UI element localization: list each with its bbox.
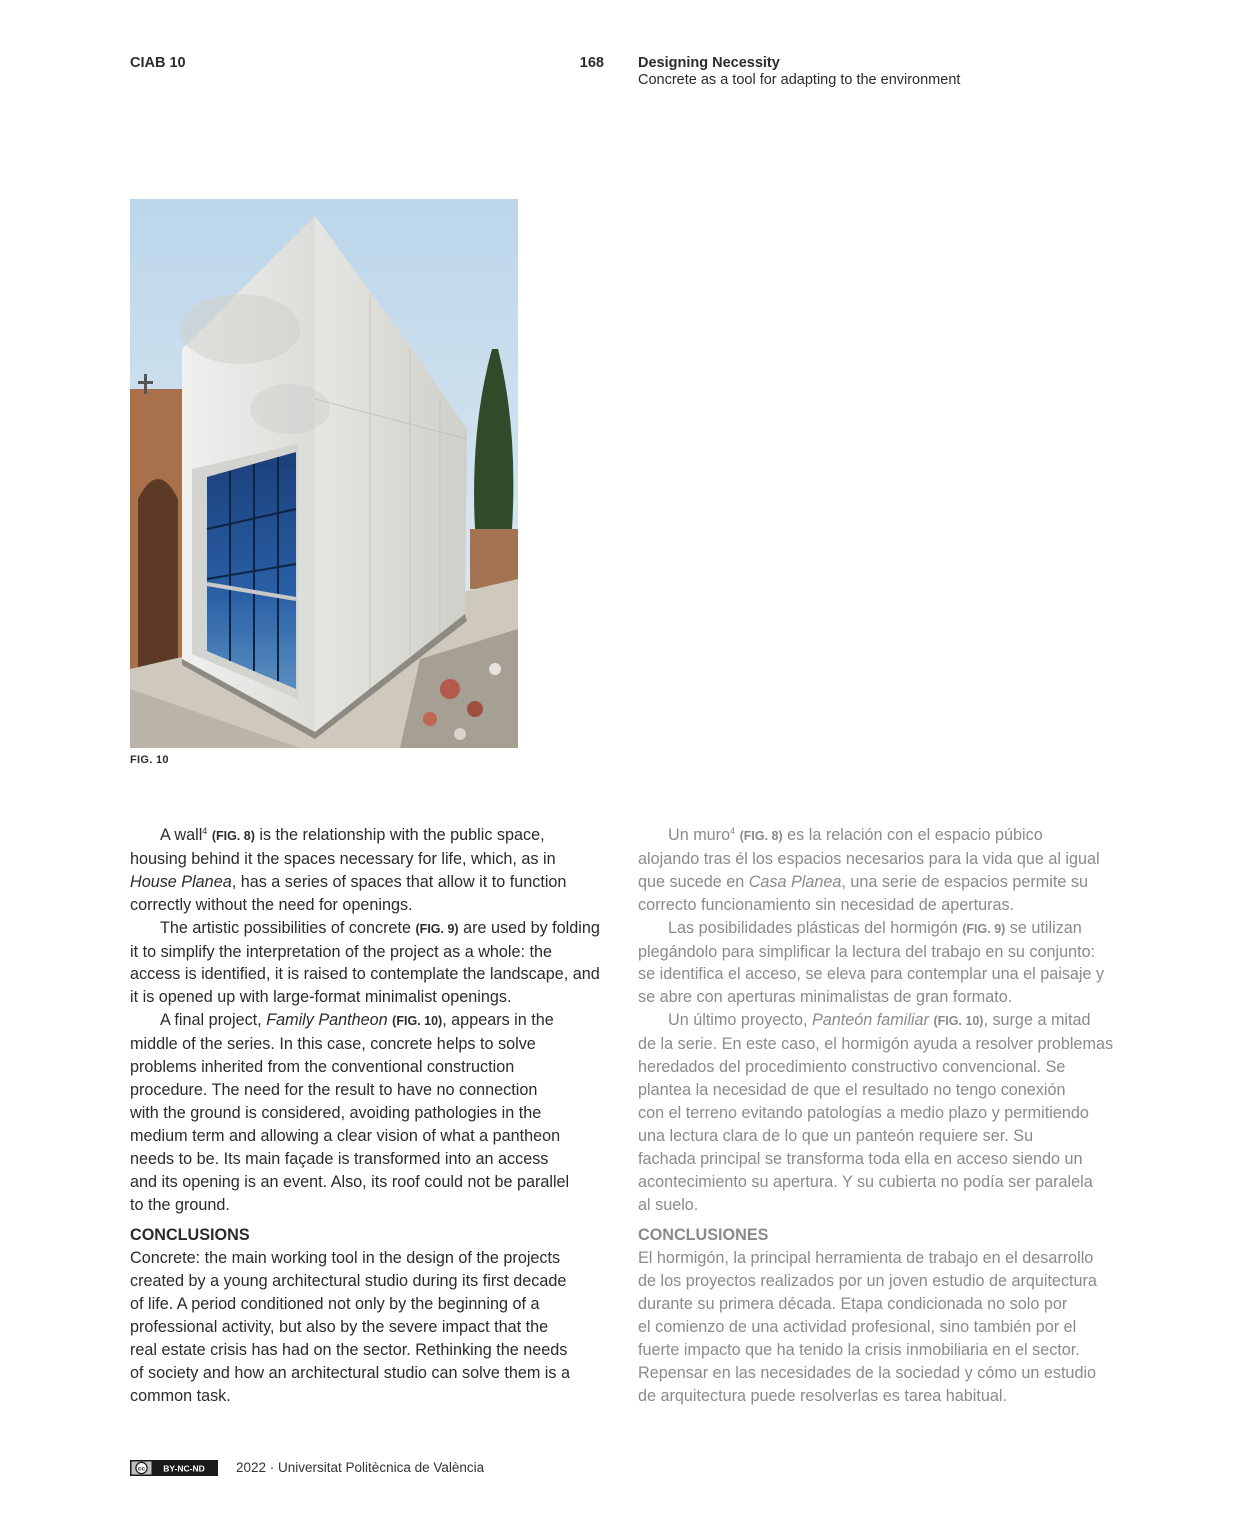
text-line: and its opening is an event. Also, its roof could not be parallel: [130, 1172, 570, 1191]
text-line: de la serie. En este caso, el hormigón ayuda a resolver problemas: [638, 1035, 1114, 1054]
text-line: durante su primera década. Etapa condicionada no solo por: [638, 1295, 1068, 1314]
text-line: al suelo.: [638, 1195, 699, 1214]
project-name: House Planea: [130, 872, 232, 891]
text-line: it is opened up with large-format minimalist openings.: [130, 988, 512, 1007]
text-line: of life. A period conditioned not only by the beginning of a: [130, 1295, 540, 1314]
english-column: [130, 824, 605, 1408]
project-name: Family Pantheon: [266, 1011, 388, 1030]
article-subtitle: Concrete as a tool for adapting to the environment: [638, 72, 961, 88]
text-line: una lectura clara de lo que un panteón requiere ser. Su: [638, 1126, 1034, 1145]
text: A wall: [160, 826, 203, 844]
text: are used by folding: [458, 918, 600, 937]
figure-ref: (FIG. 9): [962, 921, 1006, 936]
conclusions-paragraph: [638, 1247, 1113, 1407]
text: A final project,: [160, 1011, 267, 1030]
paragraph: [130, 917, 605, 941]
paragraph-continuation: [638, 941, 1113, 1010]
text-line: Repensar en las necesidades de la sociedad y cómo un estudio: [638, 1363, 1097, 1382]
paragraph-continuation: [130, 848, 605, 917]
page-number: 168: [579, 55, 604, 71]
text-line: common task.: [130, 1386, 231, 1405]
text: Las posibilidades plásticas del hormigón: [668, 918, 963, 937]
text: Un muro: [668, 826, 731, 844]
text: que sucede en: [638, 872, 749, 891]
text: se utilizan: [1005, 918, 1082, 937]
text-line: se abre con aperturas minimalistas de gran formato.: [638, 988, 1013, 1007]
footnote-ref: 4: [202, 826, 208, 836]
text-line: housing behind it the spaces necessary for life, which, as in: [130, 849, 556, 868]
cc-license-badge[interactable]: [130, 1460, 218, 1476]
paragraph: [130, 824, 605, 848]
text: es la relación con el espacio púbico: [782, 826, 1043, 844]
figure-ref: (FIG. 9): [415, 921, 459, 936]
project-name: Casa Planea: [748, 872, 842, 891]
paragraph-continuation: [130, 941, 605, 1010]
section-heading: CONCLUSIONS: [130, 1226, 250, 1245]
text-line: problems inherited from the conventional construction: [130, 1058, 515, 1077]
license-label: BY-NC-ND: [163, 1463, 205, 1474]
text: , una serie de espacios permite su: [841, 872, 1088, 891]
paragraph-continuation: [638, 848, 1113, 917]
text-line: medium term and allowing a clear vision of what a pantheon: [130, 1126, 561, 1145]
text: , surge a mitad: [983, 1011, 1091, 1030]
paragraph: [130, 1009, 605, 1033]
text-line: fachada principal se transforma toda ella en acceso siendo un: [638, 1149, 1083, 1168]
text-line: professional activity, but also by the severe impact that the: [130, 1318, 549, 1337]
footer-copyright: 2022 · Universitat Politècnica de València: [236, 1460, 485, 1475]
footnote-ref: 4: [730, 826, 736, 836]
text: , appears in the: [442, 1011, 554, 1030]
text: The artistic possibilities of concrete: [160, 918, 416, 937]
text-line: se identifica el acceso, se eleva para contemplar una el paisaje y: [638, 965, 1105, 984]
paragraph: [638, 824, 1113, 848]
pantheon-photo: [130, 199, 518, 748]
figure-ref: (FIG. 10): [392, 1014, 443, 1029]
text-line: alojando tras él los espacios necesarios para la vida que al igual: [638, 849, 1100, 868]
text-line: de arquitectura puede resolverlas es tarea habitual.: [638, 1386, 1007, 1405]
conclusions-paragraph: [130, 1247, 605, 1407]
paragraph-continuation: [130, 1033, 605, 1216]
text: Un último proyecto,: [668, 1011, 812, 1030]
paragraph: [638, 1009, 1113, 1033]
paragraph-continuation: [638, 1033, 1113, 1216]
text: , has a series of spaces that allow it to function: [231, 872, 567, 891]
text-line: correcto funcionamiento sin necesidad de aperturas.: [638, 895, 1015, 914]
text-line: acontecimiento su apertura. Y su cubierta no podía ser paralela: [638, 1172, 1093, 1191]
text-line: middle of the series. In this case, concrete helps to solve: [130, 1035, 536, 1054]
text-line: real estate crisis has had on the sector. Rethinking the needs: [130, 1340, 568, 1359]
section-heading: CONCLUSIONES: [638, 1226, 769, 1245]
figure-caption: FIG. 10: [130, 754, 169, 766]
figure-photo: [130, 199, 518, 748]
text-line: access is identified, it is raised to contemplate the landscape, and: [130, 965, 600, 984]
text-line: de los proyectos realizados por un joven estudio de arquitectura: [638, 1272, 1097, 1291]
text-line: con el terreno evitando patologías a medio plazo y permitiendo: [638, 1103, 1089, 1122]
text-line: to the ground.: [130, 1195, 230, 1214]
text-line: it to simplify the interpretation of the project as a whole: the: [130, 942, 552, 961]
cc-mark: cc: [137, 1465, 146, 1473]
figure-ref: (FIG. 10): [933, 1014, 984, 1029]
project-name: Panteón familiar: [811, 1011, 929, 1030]
text-line: created by a young architectural studio during its first decade: [130, 1272, 567, 1291]
figure-ref: (FIG. 8): [211, 829, 255, 843]
text-line: plegándolo para simplificar la lectura del trabajo en su conjunto:: [638, 942, 1096, 961]
text-line: el comienzo de una actividad profesional, sino también por el: [638, 1318, 1077, 1337]
text-line: plantea la necesidad de que el resultado no tengo conexión: [638, 1080, 1066, 1099]
article-title: Designing Necessity: [638, 55, 780, 71]
text-line: with the ground is considered, avoiding pathologies in the: [130, 1103, 542, 1122]
text-line: needs to be. Its main façade is transformed into an access: [130, 1149, 549, 1168]
text-line: of society and how an architectural studio can solve them is a: [130, 1363, 570, 1382]
text-line: heredados del procedimiento constructivo convencional. Se: [638, 1058, 1066, 1077]
text-line: procedure. The need for the result to have no connection: [130, 1080, 538, 1099]
text-line: Concrete: the main working tool in the design of the projects: [130, 1249, 561, 1268]
spanish-column: [638, 824, 1113, 1408]
text-line: fuerte impacto que ha tenido la crisis inmobiliaria en el sector.: [638, 1340, 1080, 1359]
text-line: correctly without the need for openings.: [130, 895, 413, 914]
figure-ref: (FIG. 8): [739, 829, 783, 843]
text-line: El hormigón, la principal herramienta de trabajo en el desarrollo: [638, 1249, 1094, 1268]
journal-name: CIAB 10: [130, 55, 186, 71]
text: is the relationship with the public space,: [254, 826, 545, 844]
paragraph: [638, 917, 1113, 941]
